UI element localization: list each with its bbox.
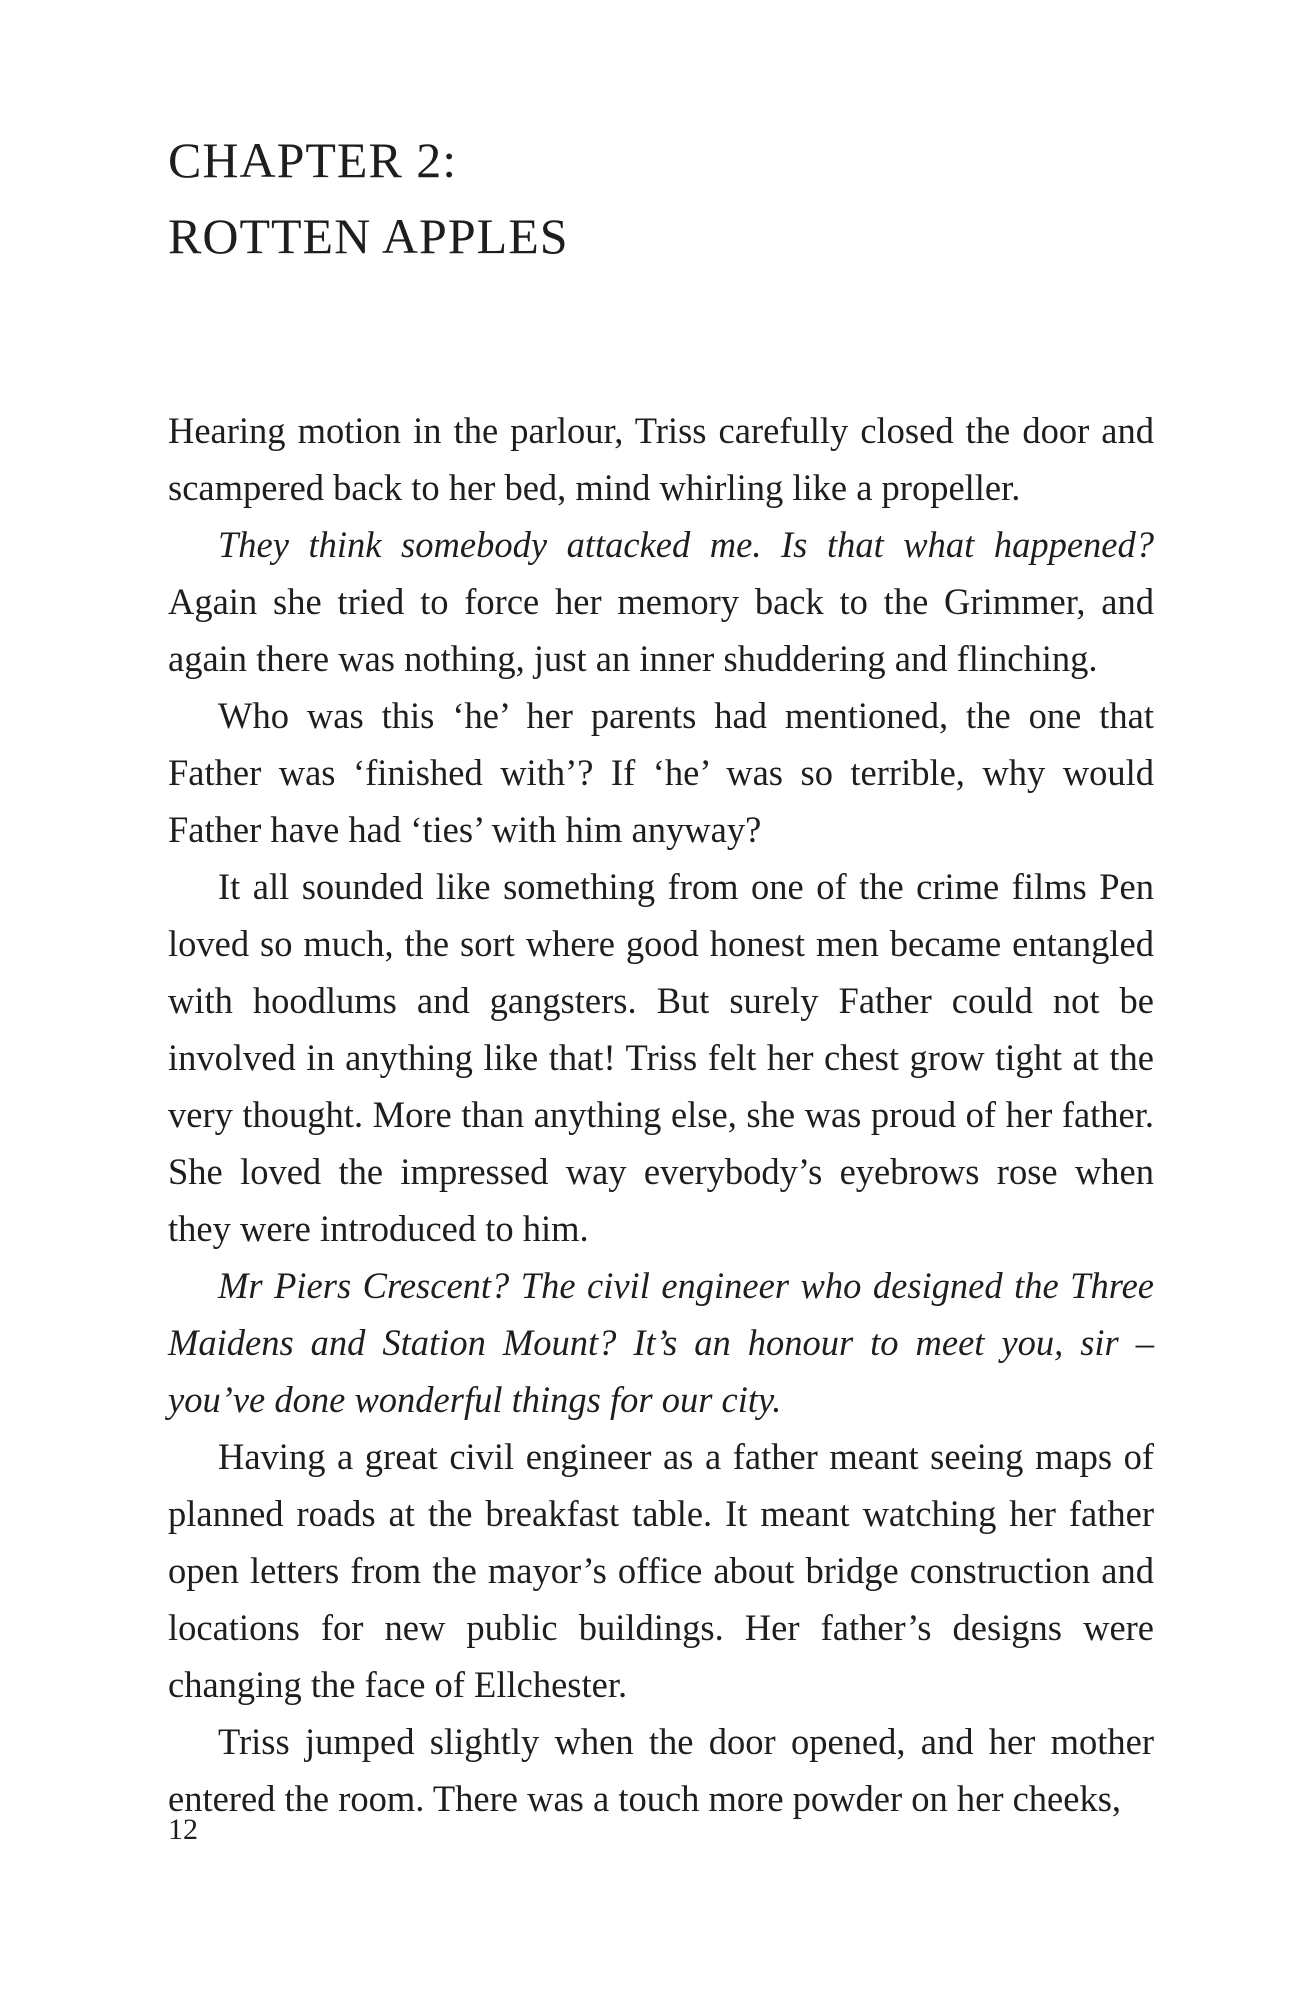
paragraph-5: Mr Piers Crescent? The civil engineer who designed the Three Maidens and Station Mount? It’s an honour to meet you, sir – you’ve done wonderful things for our city. <box>168 1265 1154 1420</box>
chapter-heading <box>168 122 569 274</box>
paragraph-2-rest: Again she tried to force her memory back to the Grimmer, and again there was nothing, just an inner shuddering and flinching. <box>168 581 1154 679</box>
paragraph-4: It all sounded like something from one of the crime films Pen loved so much, the sort where good honest men became entangled with hoodlums and gangsters. But surely Father could not be involved in anything like that! Triss felt her chest grow tight at the very thought. More than anything else, she was proud of her father. She loved the impressed way everybody’s eyebrows rose when they were introduced to him. <box>168 866 1154 1249</box>
paragraph-3: Who was this ‘he’ her parents had mentioned, the one that Father was ‘finished with’? If ‘he’ was so terrible, why would Father have had ‘ties’ with him anyway? <box>168 695 1154 850</box>
body-text <box>168 402 1154 1827</box>
paragraph-2 <box>168 516 1154 687</box>
paragraph-2-italic: They think somebody attacked me. Is that what happened? <box>218 524 1154 565</box>
page-number: 12 <box>168 1813 198 1846</box>
chapter-title: ROTTEN APPLES <box>168 208 569 264</box>
chapter-number: CHAPTER 2: <box>168 132 458 188</box>
paragraph-7: Triss jumped slightly when the door opened, and her mother entered the room. There was a touch more powder on her cheeks, <box>168 1721 1154 1819</box>
paragraph-6: Having a great civil engineer as a father meant seeing maps of planned roads at the breakfast table. It meant watching her father open letters from the mayor’s office about bridge construction and locations for new public buildings. Her father’s designs were changing the face of Ellchester. <box>168 1436 1154 1705</box>
paragraph-1: Hearing motion in the parlour, Triss carefully closed the door and scampered back to her bed, mind whirling like a propeller. <box>168 410 1154 508</box>
